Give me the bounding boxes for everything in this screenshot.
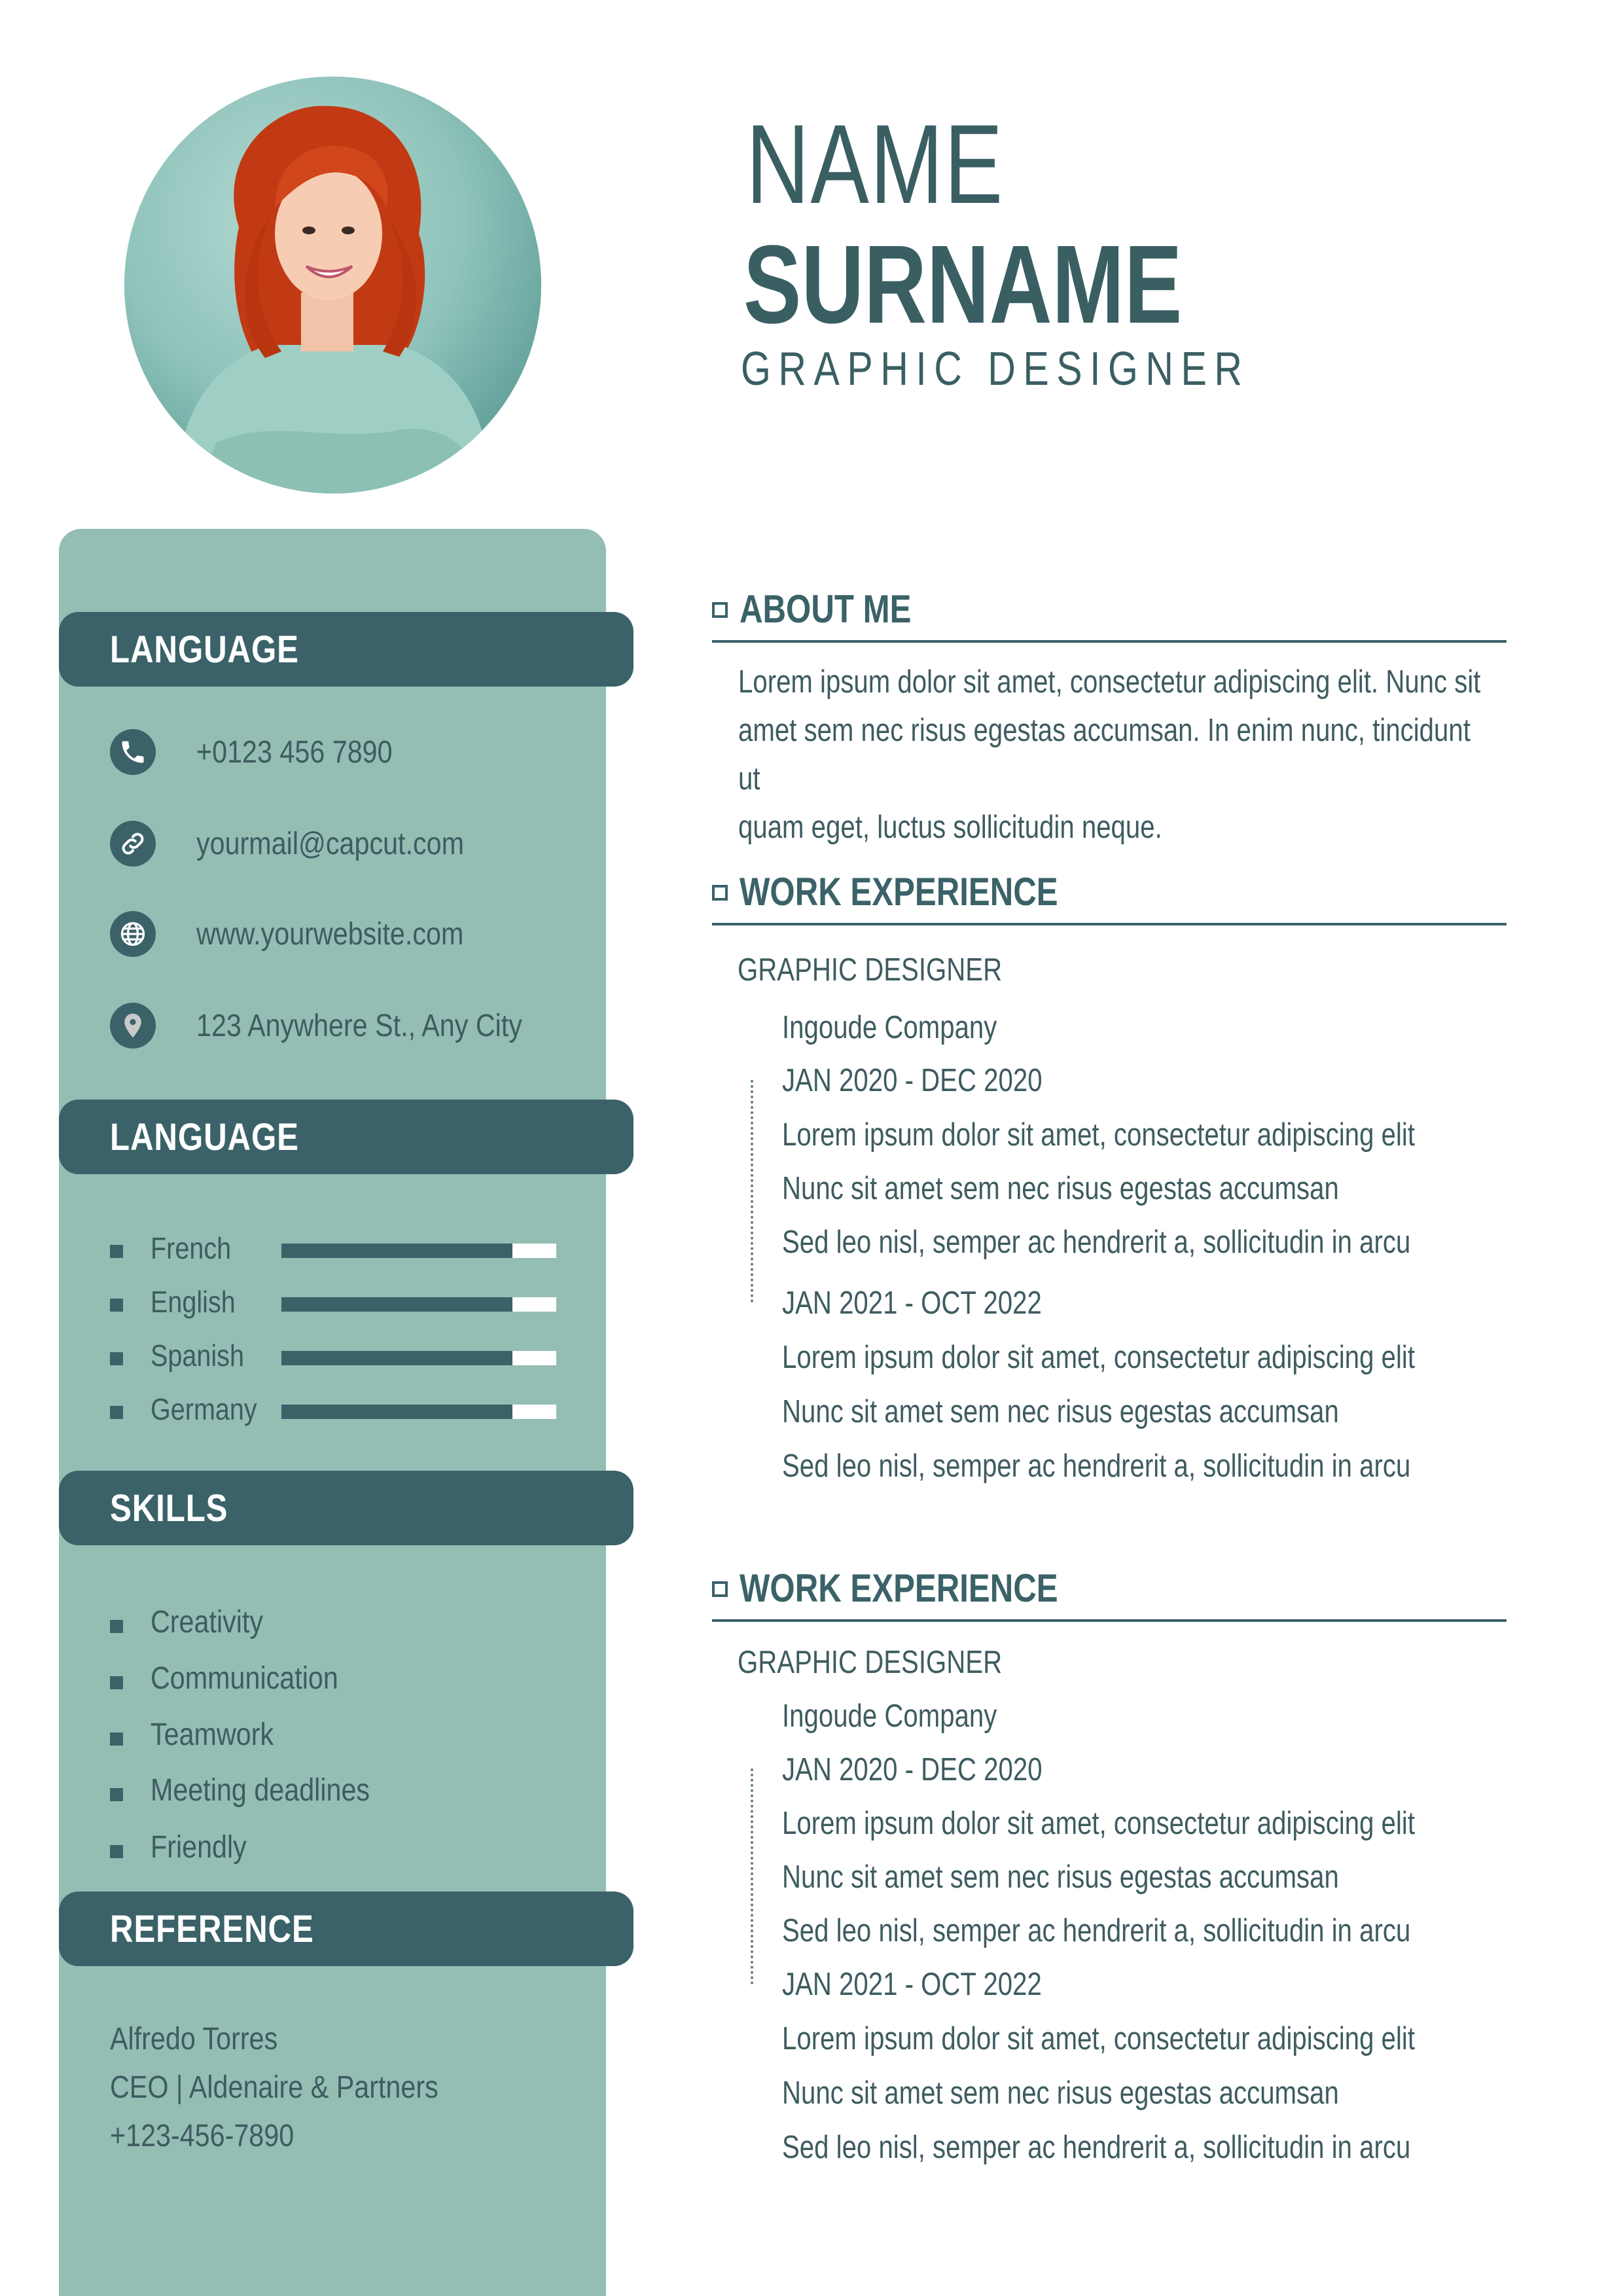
- role-title: GRAPHIC DESIGNER: [738, 952, 1003, 988]
- experience-description-line: Nunc sit amet sem nec risus egestas accumsan: [782, 1859, 1339, 1895]
- link-icon: [110, 821, 156, 867]
- skill-name: Teamwork: [151, 1717, 274, 1752]
- language-section-header: [59, 1100, 633, 1174]
- language-item: [110, 1338, 568, 1377]
- globe-icon: [110, 911, 156, 957]
- period-dates: JAN 2021 - OCT 2022: [782, 1285, 1042, 1321]
- skills-section-header: [59, 1471, 633, 1545]
- company-name: Ingoude Company: [782, 1698, 997, 1734]
- heading-square-icon: [712, 602, 728, 618]
- about-me-title: ABOUT ME: [740, 587, 912, 631]
- experience-description-line: Lorem ipsum dolor sit amet, consectetur adipiscing elit: [782, 1806, 1415, 1841]
- contact-address: [110, 1002, 575, 1049]
- language-item: [110, 1230, 568, 1270]
- reference-position: CEO | Aldenaire & Partners: [110, 2070, 438, 2105]
- timeline-dotted-line: [751, 1768, 753, 1984]
- first-name: NAME: [746, 101, 1004, 227]
- timeline-dotted-line: [751, 1080, 753, 1302]
- contact-phone: [110, 728, 424, 776]
- experience-description-line: Sed leo nisl, semper ac hendrerit a, sollicitudin in arcu: [782, 1448, 1411, 1484]
- role-title: GRAPHIC DESIGNER: [738, 1645, 1003, 1680]
- phone-icon: [110, 729, 156, 775]
- skill-name: Creativity: [151, 1605, 264, 1640]
- language-level-bar: [281, 1351, 556, 1365]
- company-name: Ingoude Company: [782, 1010, 997, 1045]
- language-name: Spanish: [151, 1338, 244, 1372]
- reference-phone: +123-456-7890: [110, 2119, 294, 2153]
- language-level-bar: [281, 1244, 556, 1258]
- bullet-square-icon: [110, 1620, 123, 1633]
- language-level-bar: [281, 1297, 556, 1312]
- about-me-line: amet sem nec risus egestas accumsan. In enim nunc, tincidunt ut: [738, 713, 1471, 797]
- portrait-illustration: [124, 77, 541, 493]
- bullet-square-icon: [110, 1676, 123, 1689]
- bullet-square-icon: [110, 1845, 123, 1858]
- language-item: [110, 1391, 568, 1431]
- bullet-square-icon: [110, 1406, 123, 1419]
- contact-website-text: www.yourwebsite.com: [196, 916, 464, 952]
- bullet-square-icon: [110, 1788, 123, 1801]
- work-experience-title: WORK EXPERIENCE: [740, 1566, 1058, 1610]
- job-title: GRAPHIC DESIGNER: [741, 343, 1250, 395]
- about-me-text: [738, 658, 1489, 852]
- bullet-square-icon: [110, 1299, 123, 1312]
- bullet-square-icon: [110, 1732, 123, 1746]
- work-experience-heading: [712, 1567, 1507, 1622]
- contact-website: [110, 910, 507, 958]
- experience-description-line: Nunc sit amet sem nec risus egestas accumsan: [782, 1171, 1339, 1206]
- language-section-title: LANGUAGE: [110, 1115, 299, 1158]
- language-name: English: [151, 1285, 236, 1319]
- last-name: SURNAME: [743, 223, 1183, 347]
- language-level-bar: [281, 1405, 556, 1419]
- heading-square-icon: [712, 1581, 728, 1597]
- experience-description-line: Nunc sit amet sem nec risus egestas accumsan: [782, 1394, 1339, 1429]
- experience-description-line: Lorem ipsum dolor sit amet, consectetur adipiscing elit: [782, 2021, 1415, 2056]
- reference-name: Alfredo Torres: [110, 2022, 278, 2056]
- about-me-line: Lorem ipsum dolor sit amet, consectetur adipiscing elit. Nunc sit: [738, 664, 1481, 700]
- language-name: French: [151, 1231, 232, 1265]
- experience-description-line: Sed leo nisl, semper ac hendrerit a, sollicitudin in arcu: [782, 1913, 1411, 1948]
- language-item: [110, 1284, 568, 1323]
- skill-name: Meeting deadlines: [151, 1773, 370, 1808]
- skill-name: Communication: [151, 1661, 338, 1696]
- bullet-square-icon: [110, 1245, 123, 1258]
- contact-section-title: LANGUAGE: [110, 628, 299, 671]
- work-experience-heading: [712, 870, 1507, 925]
- experience-description-line: Lorem ipsum dolor sit amet, consectetur adipiscing elit: [782, 1117, 1415, 1153]
- bullet-square-icon: [110, 1352, 123, 1365]
- work-experience-title: WORK EXPERIENCE: [740, 870, 1058, 914]
- experience-description-line: Sed leo nisl, semper ac hendrerit a, sollicitudin in arcu: [782, 2130, 1411, 2165]
- about-me-heading: [712, 588, 1507, 643]
- language-name: Germany: [151, 1392, 257, 1426]
- period-dates: JAN 2020 - DEC 2020: [782, 1752, 1043, 1787]
- contact-email-text: yourmail@capcut.com: [196, 826, 464, 861]
- profile-photo: [124, 77, 541, 493]
- period-dates: JAN 2020 - DEC 2020: [782, 1063, 1043, 1098]
- contact-email: [110, 820, 508, 867]
- contact-phone-text: +0123 456 7890: [196, 734, 393, 770]
- location-pin-icon: [110, 1003, 156, 1049]
- experience-description-line: Sed leo nisl, semper ac hendrerit a, sollicitudin in arcu: [782, 1225, 1411, 1260]
- experience-description-line: Nunc sit amet sem nec risus egestas accumsan: [782, 2075, 1339, 2111]
- about-me-line: quam eget, luctus sollicitudin neque.: [738, 810, 1162, 845]
- skill-name: Friendly: [151, 1830, 247, 1865]
- reference-section-title: REFERENCE: [110, 1907, 314, 1950]
- skills-section-title: SKILLS: [110, 1486, 228, 1530]
- reference-section-header: [59, 1892, 633, 1966]
- heading-square-icon: [712, 885, 728, 901]
- contact-section-header: [59, 612, 633, 687]
- period-dates: JAN 2021 - OCT 2022: [782, 1967, 1042, 2002]
- experience-description-line: Lorem ipsum dolor sit amet, consectetur adipiscing elit: [782, 1340, 1415, 1375]
- contact-address-text: 123 Anywhere St., Any City: [196, 1008, 522, 1043]
